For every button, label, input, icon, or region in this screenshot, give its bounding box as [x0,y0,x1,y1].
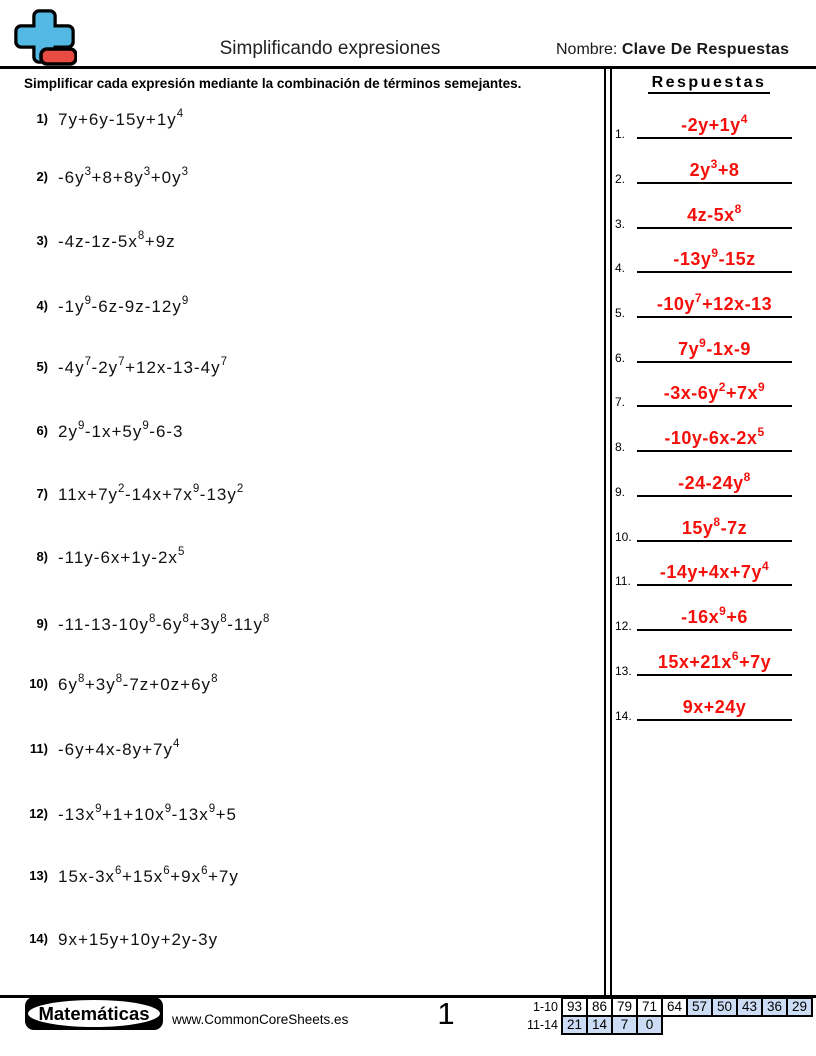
answer-value: $-13y^9-15z$ [637,249,792,273]
problem-item [0,294,596,333]
answer-item [612,335,802,363]
answer-number: 14. [615,709,632,723]
answer-item [612,245,802,273]
problem-number: 11) [29,741,48,756]
problem-item [0,802,596,841]
problem-number: 13) [29,868,48,883]
problem-expression: $-13x^9+1+10x^9-13x^9+5$ [58,802,237,824]
answer-number: 3. [615,217,626,231]
answer-value: $-14y+4x+7y^4$ [637,562,792,586]
answer-value: $-10y-6x-2x^5$ [637,428,792,452]
answer-value: $4z-5x^8$ [637,205,792,229]
problem-item [0,737,596,776]
answer-item [612,156,802,184]
answer-number: 9. [615,485,626,499]
problem-item [0,482,596,521]
problem-item [0,355,596,394]
answer-number: 8. [615,440,626,454]
problem-expression: $11x+7y^2-14x+7x^9-13y^2$ [58,482,244,504]
problem-number: 1) [36,111,48,126]
answer-value: $-2y+1y^4$ [637,115,792,139]
grade-cell: 50 [711,997,738,1017]
grade-row-label: 1-10 [532,1000,558,1014]
answer-number: 13. [615,664,632,678]
answer-number: 7. [615,395,626,409]
name-value: Clave De Respuestas [621,41,790,58]
answer-number: 2. [615,172,626,186]
problem-number: 10) [29,676,48,691]
grade-cell: 71 [636,997,663,1017]
answer-item [612,558,802,586]
name-label: Nombre: [556,41,618,58]
answer-value: $7y^9-1x-9$ [637,339,792,363]
problem-expression: $-11-13-10y^8-6y^8+3y^8-11y^8$ [58,612,270,634]
answer-number: 12. [615,619,632,633]
grade-row [500,997,813,1017]
answer-value: $-16x^9+6$ [637,607,792,631]
grade-cell: 79 [611,997,638,1017]
brand-logo [13,8,77,68]
answer-number: 5. [615,306,626,320]
grade-cell: 86 [586,997,613,1017]
brand-name: Matemáticas [38,1002,150,1024]
answer-item [612,469,802,497]
answer-number: 6. [615,351,626,365]
problem-expression: $-6y+4x-8y+7y^4$ [58,737,180,759]
answer-item [612,424,802,452]
page-number: 1 [437,996,455,1031]
brand-badge [25,997,163,1030]
problem-expression: 9x+15y+10y+2y-3y [58,930,219,949]
problem-number: 3) [36,233,48,248]
problem-expression: $6y^8+3y^8-7z+0z+6y^8$ [58,672,218,694]
answer-number: 11. [615,574,631,588]
problem-item [0,612,596,651]
answer-value: $-24-24y^8$ [637,473,792,497]
problem-expression: $7y+6y-15y+1y^4$ [58,107,184,129]
problem-item [0,229,596,268]
column-divider [604,69,612,996]
answer-value: 9x+24y [637,697,792,721]
problem-expression: $-4z-1z-5x^8+9z$ [58,229,176,251]
grade-cell: 64 [661,997,688,1017]
grade-table [500,997,813,1035]
problem-number: 9) [36,616,48,631]
plus-minus-logo-icon [13,8,77,68]
answer-value: $15x+21x^6+7y$ [637,652,792,676]
answer-item [612,603,802,631]
problem-number: 2) [36,169,48,184]
answer-item [612,693,802,721]
problem-item [0,107,596,146]
problem-number: 5) [36,359,48,374]
problem-expression: $15x-3x^6+15x^6+9x^6+7y$ [58,864,239,886]
grade-row [500,1015,813,1035]
header-rule [0,66,816,69]
grade-row-label: 11-14 [526,1018,558,1032]
answer-item [612,379,802,407]
site-url: www.CommonCoreSheets.es [172,1012,349,1027]
problem-number: 4) [36,298,48,313]
answer-item [612,111,802,139]
answer-value: $15y^8-7z$ [637,518,792,542]
problem-item [0,930,596,966]
grade-cell: 43 [736,997,763,1017]
grade-cell: 21 [561,1015,588,1035]
answer-number: 10. [615,530,632,544]
instruction-text: Simplificar cada expresión mediante la combinación de términos semejantes. [24,76,522,91]
problem-number: 14) [29,931,48,946]
answer-item [612,290,802,318]
problem-expression: $-6y^3+8+8y^3+0y^3$ [58,165,189,187]
answer-number: 4. [615,261,626,275]
grade-cell: 57 [686,997,713,1017]
answer-item [612,514,802,542]
problem-expression: $2y^9-1x+5y^9-6-3$ [58,419,184,441]
answer-value: $2y^3+8$ [637,160,792,184]
problem-item [0,165,596,204]
name-row [556,41,806,59]
problem-number: 8) [36,549,48,564]
problem-number: 6) [36,423,48,438]
problem-item [0,672,596,711]
problem-expression: $-4y^7-2y^7+12x-13-4y^7$ [58,355,228,377]
grade-cell: 0 [636,1015,663,1035]
answers-header [610,74,808,92]
problem-number: 7) [36,486,48,501]
problem-item [0,864,596,903]
grade-cell: 7 [611,1015,638,1035]
problem-item [0,545,596,584]
worksheet-title: Simplificando expresiones [219,38,441,59]
answer-value: $-3x-6y^2+7x^9$ [637,383,792,407]
problem-number: 12) [29,806,48,821]
grade-cell: 36 [761,997,788,1017]
answer-item [612,648,802,676]
answers-header-label: Respuestas [648,74,771,94]
problem-expression: $-1y^9-6z-9z-12y^9$ [58,294,189,316]
answer-number: 1. [615,127,626,141]
answer-value: $-10y^7+12x-13$ [637,294,792,318]
grade-cell: 29 [786,997,813,1017]
problem-expression: $-11y-6x+1y-2x^5$ [58,545,185,567]
grade-cell: 14 [586,1015,613,1035]
grade-cell: 93 [561,997,588,1017]
problem-item [0,419,596,458]
answer-item [612,201,802,229]
